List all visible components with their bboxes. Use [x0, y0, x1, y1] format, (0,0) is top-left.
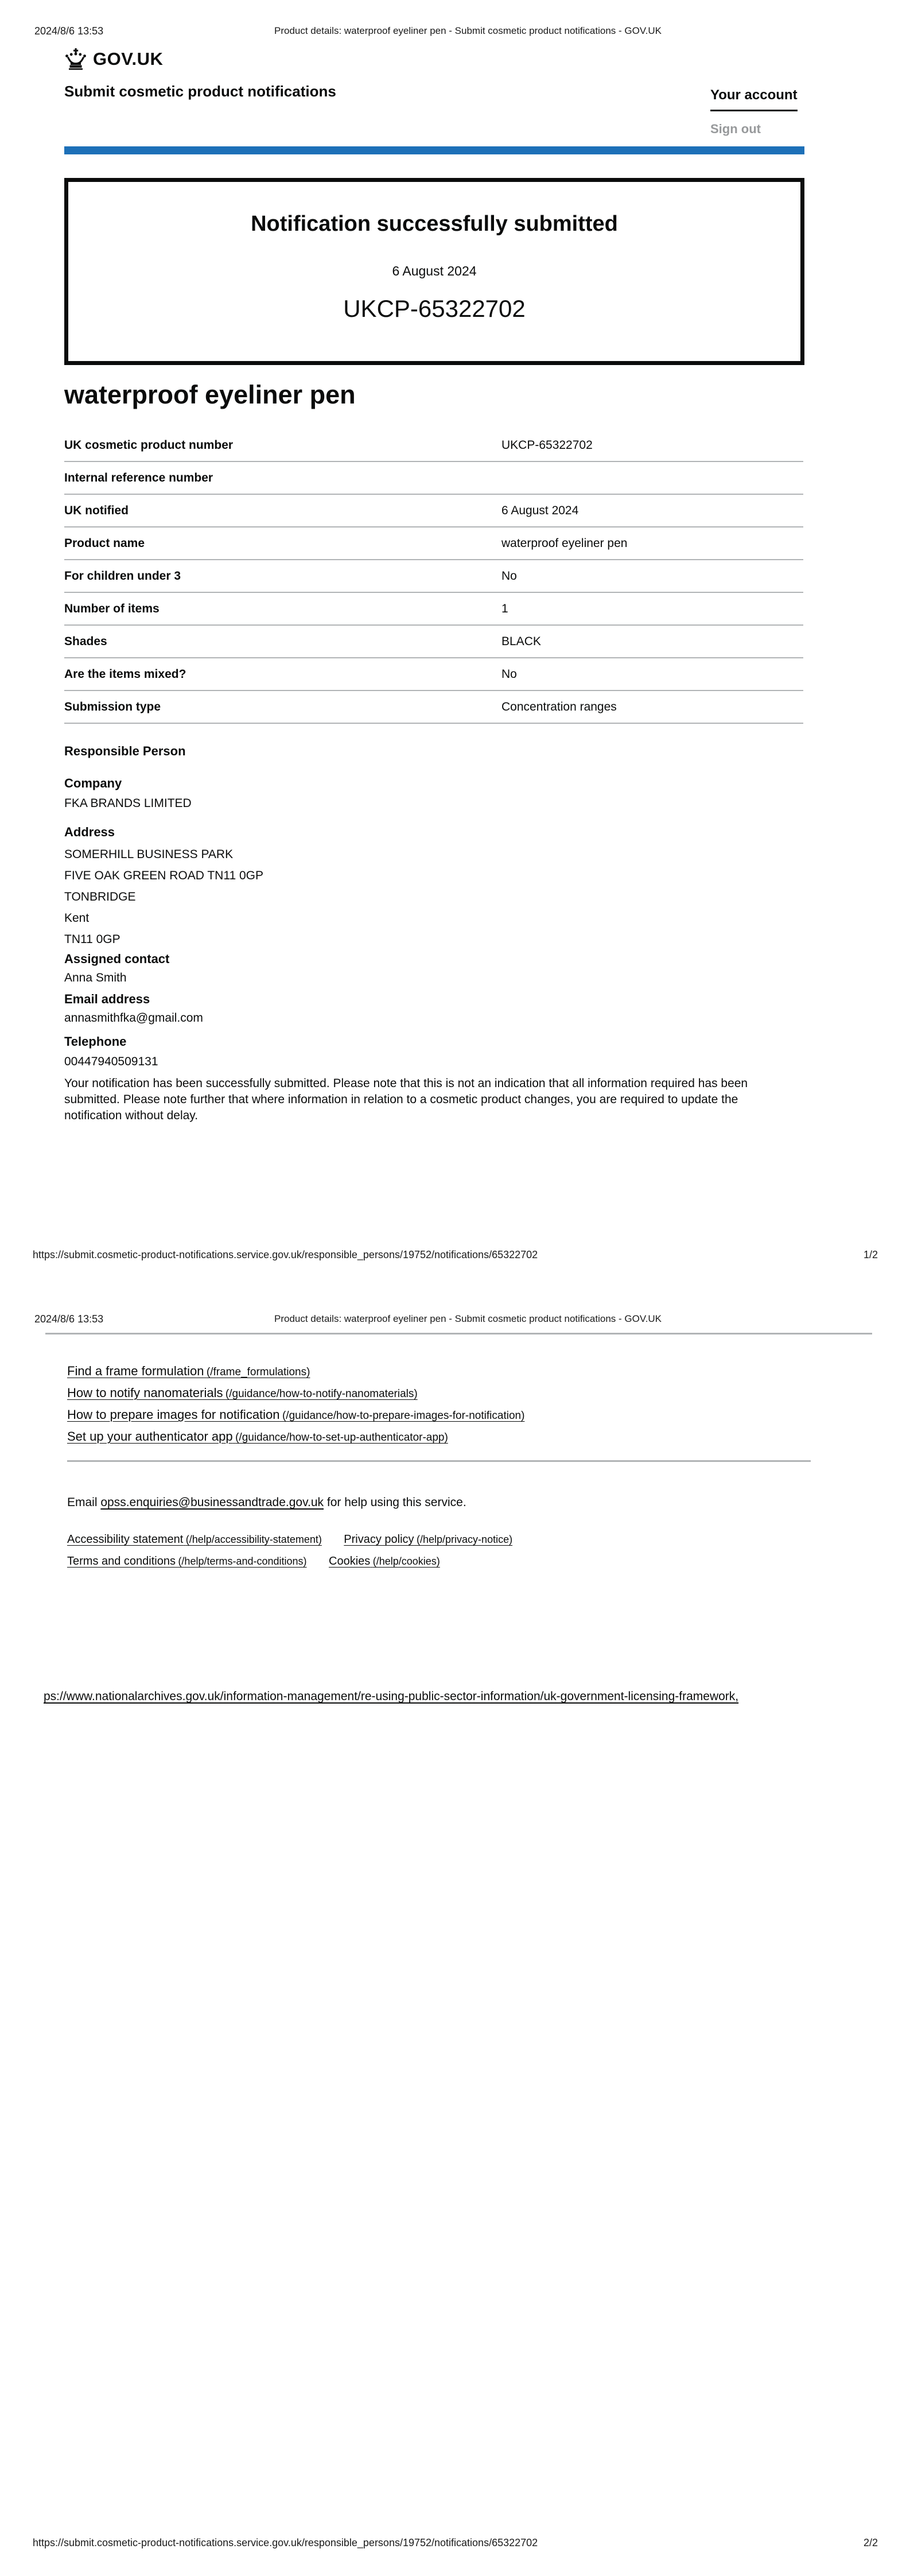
help-email-link[interactable]: opss.enquiries@businessandtrade.gov.uk [100, 1496, 324, 1509]
print-header-datetime: 2024/8/6 13:53 [34, 1313, 104, 1325]
link-label: Accessibility statement [67, 1533, 184, 1546]
link-label: Set up your authenticator app [67, 1429, 233, 1444]
link-href: (/guidance/how-to-prepare-images-for-notification) [282, 1410, 525, 1422]
govuk-logo[interactable] [64, 48, 163, 70]
panel-title: Notification successfully submitted [251, 212, 618, 236]
link-label: Cookies [329, 1555, 371, 1568]
page-title: waterproof eyeliner pen [64, 380, 356, 409]
row-value: 1 [501, 602, 508, 615]
link-prepare-images[interactable] [67, 1407, 524, 1422]
table-row [64, 658, 803, 691]
crown-icon [64, 48, 87, 70]
link-national-archives-licence[interactable]: ps://www.nationalarchives.gov.uk/information-management/re-using-public-sector-information/uk-government-licensing-framework, [44, 1690, 739, 1703]
meta-links-row-2 [67, 1555, 460, 1568]
telephone-value: 00447940509131 [64, 1055, 158, 1068]
print-header-datetime: 2024/8/6 13:53 [34, 25, 104, 37]
print-footer-url: https://submit.cosmetic-product-notifications.service.gov.uk/responsible_persons/19752/notifications/65322702 [33, 1249, 538, 1260]
link-href: (/guidance/how-to-set-up-authenticator-app) [235, 1431, 448, 1444]
link-privacy-policy[interactable] [344, 1533, 512, 1546]
help-line [67, 1496, 466, 1510]
related-links [67, 1364, 524, 1444]
link-label: Privacy policy [344, 1533, 414, 1546]
table-row [64, 626, 803, 658]
row-label: Product name [64, 537, 145, 550]
footer-top-divider [45, 1333, 872, 1334]
link-href: (/help/terms-and-conditions) [178, 1555, 307, 1567]
print-header-title: Product details: waterproof eyeliner pen - Submit cosmetic product notifications - GOV.UK [274, 1313, 662, 1324]
address-block [64, 844, 263, 950]
table-row [64, 462, 803, 495]
row-label: Shades [64, 635, 107, 648]
row-label: UK cosmetic product number [64, 439, 234, 452]
address-label: Address [64, 825, 115, 839]
help-prefix: Email [67, 1496, 101, 1509]
link-authenticator-app[interactable] [67, 1429, 524, 1444]
row-label: For children under 3 [64, 569, 181, 583]
link-label: How to prepare images for notification [67, 1407, 280, 1422]
submission-disclaimer: Your notification has been successfully submitted. Please note that this is not an indication that all information required has been submitted. Please note further that where information in relation to a cosmetic product changes, you are required to update the notification without delay. [64, 1077, 748, 1122]
sign-out-link[interactable]: Sign out [710, 122, 761, 136]
email-address-value: annasmithfka@gmail.com [64, 1011, 203, 1025]
link-href: (/frame_formulations) [206, 1366, 310, 1378]
link-href: (/help/privacy-notice) [417, 1534, 513, 1545]
link-label: Find a frame formulation [67, 1364, 204, 1378]
row-label: Number of items [64, 602, 160, 615]
assigned-contact-value: Anna Smith [64, 971, 127, 984]
row-value: No [501, 569, 517, 583]
panel-reference-number: UKCP-65322702 [343, 295, 526, 322]
table-row [64, 593, 803, 626]
row-value: UKCP-65322702 [501, 439, 593, 452]
row-value: Concentration ranges [501, 700, 617, 713]
print-footer-page-number: 1/2 [863, 1249, 878, 1260]
link-label: How to notify nanomaterials [67, 1386, 223, 1400]
responsible-person-heading: Responsible Person [64, 744, 186, 758]
panel-date: 6 August 2024 [392, 263, 477, 278]
assigned-contact-label: Assigned contact [64, 952, 170, 966]
link-href: (/help/accessibility-statement) [185, 1534, 322, 1545]
link-frame-formulation[interactable] [67, 1364, 524, 1379]
link-notify-nanomaterials[interactable] [67, 1386, 524, 1400]
telephone-label: Telephone [64, 1034, 127, 1049]
confirmation-panel [64, 178, 804, 365]
link-terms-and-conditions[interactable] [67, 1555, 307, 1568]
table-row [64, 429, 803, 462]
row-label: Are the items mixed? [64, 668, 186, 681]
company-value: FKA BRANDS LIMITED [64, 797, 192, 810]
table-row [64, 527, 803, 560]
company-label: Company [64, 776, 122, 790]
link-cookies[interactable] [329, 1555, 440, 1568]
email-address-label: Email address [64, 992, 150, 1006]
table-row [64, 560, 803, 593]
table-row [64, 691, 803, 724]
row-label: Internal reference number [64, 471, 213, 484]
govuk-logo-text: GOV.UK [93, 49, 164, 69]
link-href: (/guidance/how-to-notify-nanomaterials) [225, 1388, 418, 1400]
footer-meta-divider [67, 1460, 811, 1462]
service-name[interactable]: Submit cosmetic product notifications [64, 83, 336, 100]
address-line: SOMERHILL BUSINESS PARK [64, 848, 234, 861]
your-account-nav[interactable] [710, 87, 798, 111]
table-row [64, 495, 803, 527]
link-accessibility-statement[interactable] [67, 1533, 322, 1546]
row-label: UK notified [64, 504, 129, 517]
header-blue-bar [64, 146, 804, 154]
address-line: TN11 0GP [64, 933, 120, 946]
address-line: TONBRIDGE [64, 890, 136, 903]
row-value: No [501, 668, 517, 681]
meta-links-row-1 [67, 1533, 532, 1546]
address-line: Kent [64, 911, 90, 925]
your-account-label[interactable]: Your account [710, 87, 798, 111]
address-line: FIVE OAK GREEN ROAD TN11 0GP [64, 869, 263, 882]
print-header-title: Product details: waterproof eyeliner pen - Submit cosmetic product notifications - GOV.UK [274, 25, 662, 36]
row-value: BLACK [501, 635, 541, 648]
link-label: Terms and conditions [67, 1555, 176, 1568]
link-href: (/help/cookies) [372, 1555, 440, 1567]
help-suffix: for help using this service. [324, 1496, 466, 1509]
print-footer-url: https://submit.cosmetic-product-notifications.service.gov.uk/responsible_persons/19752/notifications/65322702 [33, 2537, 538, 2548]
row-value: waterproof eyeliner pen [501, 537, 628, 550]
print-footer-page-number: 2/2 [863, 2537, 878, 2548]
row-value: 6 August 2024 [501, 504, 579, 517]
row-label: Submission type [64, 700, 161, 713]
